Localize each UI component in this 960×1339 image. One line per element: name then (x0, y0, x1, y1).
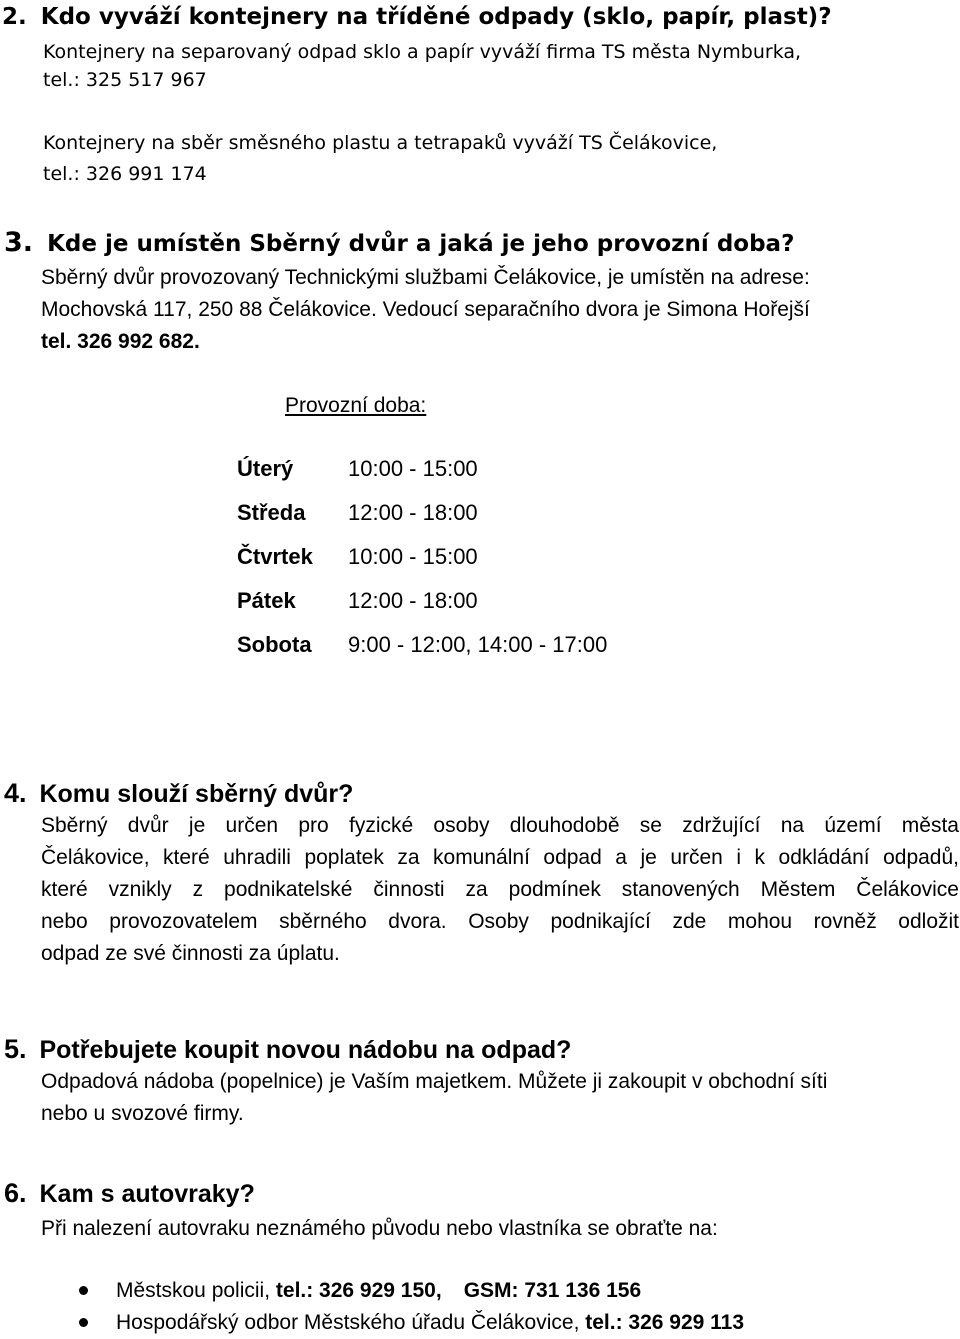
opening-hours-title: Provozní doba: (285, 394, 427, 417)
contact-phone: tel.: 326 929 113 (585, 1311, 745, 1334)
hours-day: Sobota (237, 632, 312, 657)
contact-phone: tel.: 326 929 150, (275, 1279, 442, 1302)
section-5-line-1: Odpadová nádoba (popelnice) je Vaším majetkem. Můžete ji zakoupit v obchodní síti (41, 1070, 828, 1093)
section-2-line-3: Kontejnery na sběr směsného plastu a tetrapaků vyváží TS Čelákovice, (43, 132, 718, 154)
paragraph-line: odpad ze své činnosti za úplatu. (41, 942, 340, 965)
section-2-heading (2, 2, 832, 32)
section-3-line-1: Sběrný dvůr provozovaný Technickými službami Čelákovice, je umístěn na adrese: (41, 266, 810, 289)
hours-day: Úterý (237, 456, 294, 481)
contact-label: Městskou policii, (116, 1279, 276, 1302)
section-2-line-2: tel.: 325 517 967 (43, 69, 207, 91)
hours-time: 12:00 - 18:00 (348, 588, 478, 613)
hours-day: Středa (237, 500, 306, 525)
section-5-heading (4, 1034, 571, 1065)
section-5-title: Potřebujete koupit novou nádobu na odpad? (39, 1036, 572, 1064)
section-3-number: 3. (4, 227, 34, 258)
section-4-heading (4, 778, 353, 809)
hours-day: Čtvrtek (237, 544, 313, 569)
section-4-number: 4. (4, 778, 27, 808)
section-2-line-4: tel.: 326 991 174 (43, 163, 207, 185)
section-6-title: Kam s autovraky? (39, 1180, 255, 1208)
section-6-intro: Při nalezení autovraku neznámého původu nebo vlastníka se obraťte na: (41, 1217, 718, 1240)
section-3-line-3: tel. 326 992 682. (41, 330, 200, 353)
section-2-line-1: Kontejnery na separovaný odpad sklo a papír vyváží firma TS města Nymburka, (43, 41, 802, 63)
paragraph-line: které vznikly z podnikatelské činnosti za podmínek stanovených Městem Čelákovice (41, 878, 959, 901)
hours-time: 10:00 - 15:00 (348, 456, 478, 481)
section-2-title: Kdo vyváží kontejnery na tříděné odpady (sklo, papír, plast)? (40, 4, 832, 30)
section-5-number: 5. (4, 1034, 27, 1064)
section-3-heading (4, 228, 794, 259)
section-3-title: Kde je umístěn Sběrný dvůr a jaká je jeho provozní doba? (47, 231, 795, 257)
bullet-icon (79, 1318, 88, 1327)
contact-label: Hospodářský odbor Městského úřadu Čelákovice, (116, 1311, 586, 1334)
hours-time: 10:00 - 15:00 (348, 544, 478, 569)
contact-gsm: GSM: 731 136 156 (463, 1279, 642, 1302)
paragraph-line: nebo provozovatelem sběrného dvora. Osoby podnikající zde mohou rovněž odložit (41, 910, 959, 933)
bullet-icon (79, 1286, 88, 1295)
hours-time: 12:00 - 18:00 (348, 500, 478, 525)
paragraph-line: Čelákovice, které uhradili poplatek za komunální odpad a je určen i k odkládání odpadů, (41, 846, 959, 869)
section-6-number: 6. (4, 1178, 27, 1208)
hours-time: 9:00 - 12:00, 14:00 - 17:00 (348, 632, 608, 657)
section-4-paragraph (41, 810, 959, 970)
hours-day: Pátek (237, 588, 296, 613)
section-6-heading (4, 1178, 255, 1209)
section-4-title: Komu slouží sběrný dvůr? (39, 780, 354, 808)
contact-city-police (116, 1275, 641, 1307)
section-5-line-2: nebo u svozové firmy. (41, 1102, 244, 1125)
paragraph-line: Sběrný dvůr je určen pro fyzické osoby dlouhodobě se zdržující na území města (41, 814, 959, 837)
section-3-line-2: Mochovská 117, 250 88 Čelákovice. Vedoucí separačního dvora je Simona Hořejší (41, 298, 810, 321)
contact-economic-department (116, 1307, 744, 1339)
section-2-number: 2. (2, 4, 27, 30)
